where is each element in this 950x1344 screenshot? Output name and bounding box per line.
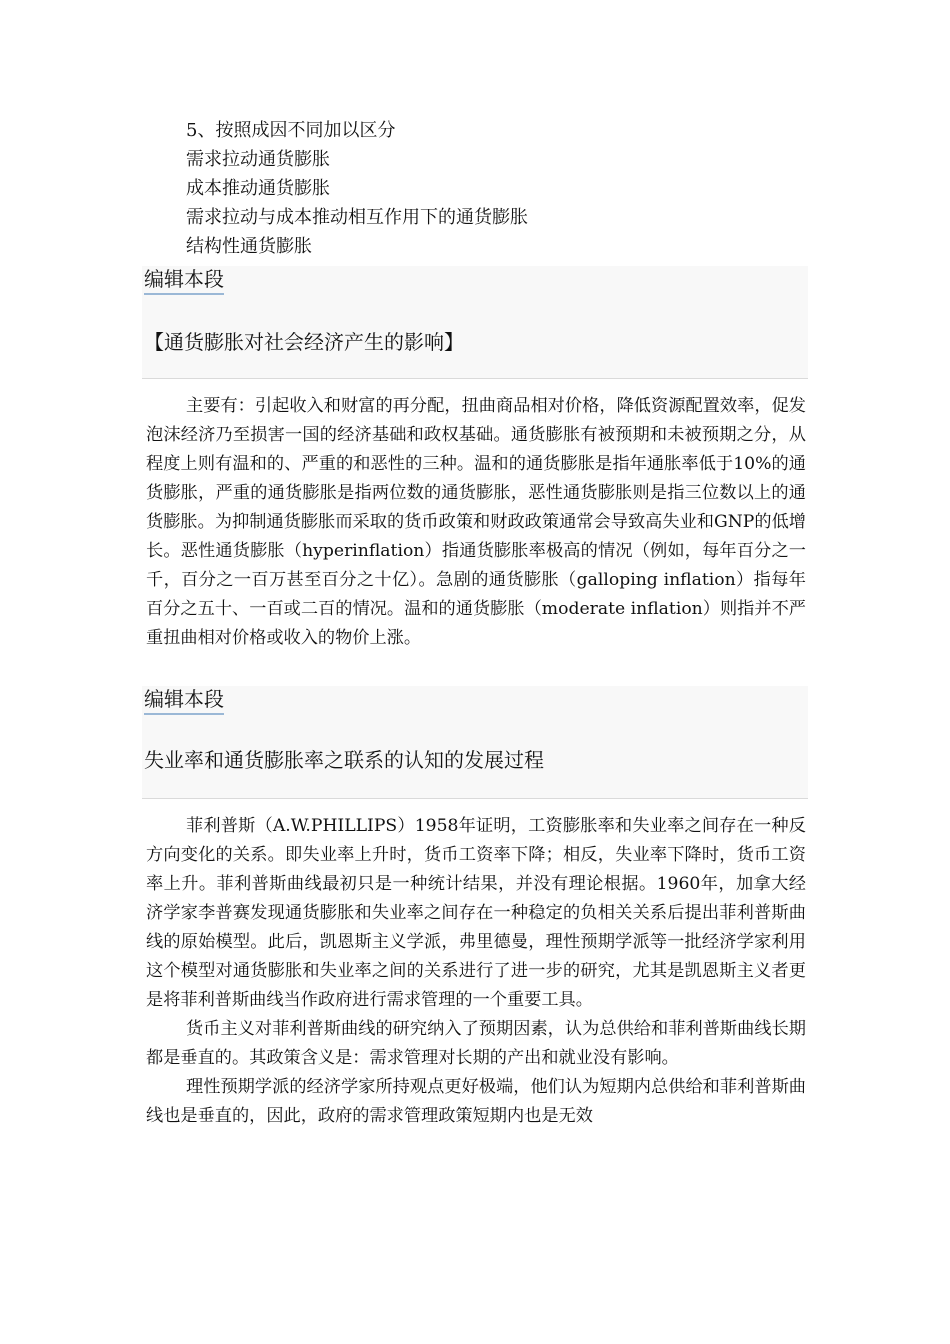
paragraph: 主要有：引起收入和财富的再分配，扭曲商品相对价格，降低资源配置效率，促发泡沫经济乃至损害一国的经济基础和政权基础。通货膨胀有被预期和未被预期之分，从程度上则有温和的、严重的和恶性的三种。温和的通货膨胀是指年通胀率低于10%的通货膨胀，严重的通货膨胀是指两位数的通货膨胀，恶性通货膨胀则是指三位数以上的通货膨胀。为抑制通货膨胀而采取的货币政策和财政政策通常会导致高失业和GNP的低增长。恶性通货膨胀（hyperinflation）指通货膨胀率极高的情况（例如，每年百分之一千，百分之一百万甚至百分之十亿）。急剧的通货膨胀（galloping inflation）指每年百分之五十、一百或二百的情况。温和的通货膨胀（moderate inflation）则指并不严重扭曲相对价格或收入的物价上涨。 [146,396,806,648]
paragraph: 菲利普斯（A.W.PHILLIPS）1958年证明，工资膨胀率和失业率之间存在一种反方向变化的关系。即失业率上升时，货币工资率下降；相反，失业率下降时，货币工资率上升。菲利普斯曲线最初只是一种统计结果，并没有理论根据。1960年，加拿大经济学家李普赛发现通货膨胀和失业率之间存在一种稳定的负相关关系后提出菲利普斯曲线的原始模型。此后，凯恩斯主义学派，弗里德曼，理性预期学派等一批经济学家利用这个模型对通货膨胀和失业率之间的关系进行了进一步的研究，尤其是凯恩斯主义者更是将菲利普斯曲线当作政府进行需求管理的一个重要工具。 [146,816,806,1010]
section-title: 失业率和通货膨胀率之联系的认知的发展过程 [144,748,544,772]
cause-list [186,116,528,261]
section-title: 【通货膨胀对社会经济产生的影响】 [144,330,464,354]
list-item: 成本推动通货膨胀 [186,178,330,199]
paragraph: 货币主义对菲利普斯曲线的研究纳入了预期因素，认为总供给和菲利普斯曲线长期都是垂直的。其政策含义是：需求管理对长期的产出和就业没有影响。 [146,1019,806,1068]
edit-section-link[interactable]: 编辑本段 [144,266,224,295]
list-item: 5、按照成因不同加以区分 [186,120,396,141]
section-header-impact [142,266,808,379]
list-item: 需求拉动与成本推动相互作用下的通货膨胀 [186,207,528,228]
edit-section-link[interactable]: 编辑本段 [144,686,224,715]
list-item: 结构性通货膨胀 [186,236,312,257]
section-body-phillips [146,812,806,1131]
paragraph: 理性预期学派的经济学家所持观点更好极端，他们认为短期内总供给和菲利普斯曲线也是垂直的，因此，政府的需求管理政策短期内也是无效 [146,1077,806,1126]
list-item: 需求拉动通货膨胀 [186,149,330,170]
section-body-impact [146,392,806,653]
section-header-phillips [142,686,808,799]
